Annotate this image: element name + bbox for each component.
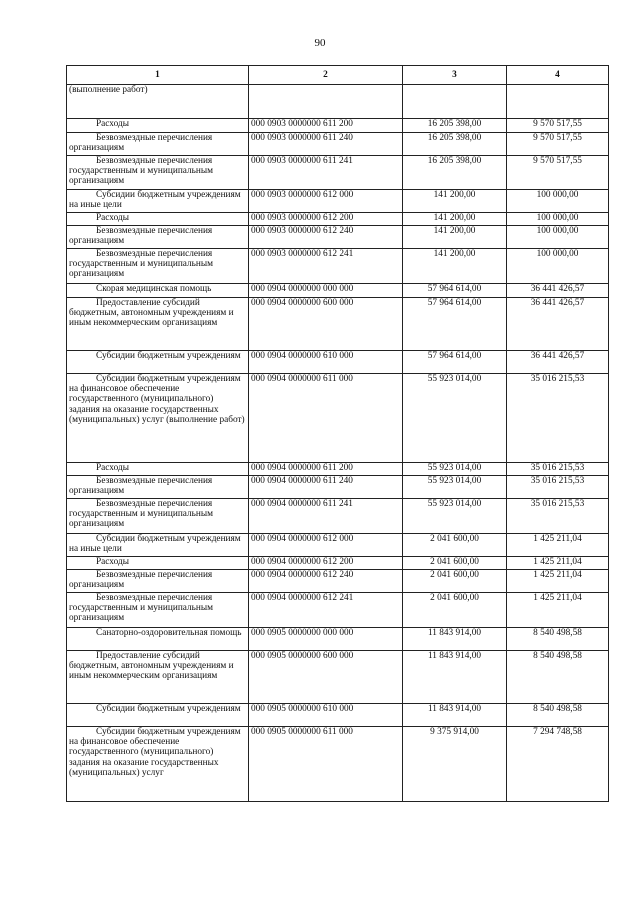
- row-code-cell: 000 0905 0000000 611 000: [249, 727, 403, 802]
- row-value-4-cell: 8 540 498,58: [507, 651, 609, 704]
- table-row: [67, 476, 609, 499]
- table-row: [67, 85, 609, 119]
- table-row: [67, 704, 609, 727]
- row-code-cell: 000 0903 0000000 612 200: [249, 213, 403, 226]
- row-code-cell: 000 0904 0000000 611 000: [249, 374, 403, 463]
- row-value-3-cell: 16 205 398,00: [403, 133, 507, 156]
- table-row: [67, 156, 609, 190]
- row-value-4-cell: 36 441 426,57: [507, 298, 609, 351]
- header-row: [67, 66, 609, 85]
- row-value-4-cell: 1 425 211,04: [507, 593, 609, 628]
- row-value-4-cell: [507, 85, 609, 119]
- header-col-4: 4: [507, 66, 609, 85]
- row-value-4-cell: 8 540 498,58: [507, 704, 609, 727]
- row-value-3-cell: 57 964 614,00: [403, 351, 507, 374]
- row-code-cell: 000 0903 0000000 612 000: [249, 190, 403, 213]
- row-code-cell: 000 0903 0000000 611 240: [249, 133, 403, 156]
- row-value-3-cell: 2 041 600,00: [403, 570, 507, 593]
- row-name-cell: Субсидии бюджетным учреждениям на иные цели: [67, 190, 249, 213]
- row-value-4-cell: 9 570 517,55: [507, 156, 609, 190]
- row-value-4-cell: 36 441 426,57: [507, 351, 609, 374]
- row-code-cell: 000 0903 0000000 611 200: [249, 119, 403, 133]
- row-value-3-cell: 141 200,00: [403, 190, 507, 213]
- row-value-4-cell: 35 016 215,53: [507, 476, 609, 499]
- row-code-cell: 000 0904 0000000 612 000: [249, 534, 403, 557]
- row-value-3-cell: 57 964 614,00: [403, 298, 507, 351]
- row-code-cell: 000 0904 0000000 612 240: [249, 570, 403, 593]
- row-name-cell: Скорая медицинская помощь: [67, 284, 249, 298]
- row-code-cell: 000 0904 0000000 600 000: [249, 298, 403, 351]
- table-row: [67, 190, 609, 213]
- table-row: [67, 570, 609, 593]
- row-value-4-cell: 1 425 211,04: [507, 534, 609, 557]
- row-value-4-cell: 35 016 215,53: [507, 463, 609, 476]
- row-code-cell: 000 0904 0000000 611 200: [249, 463, 403, 476]
- row-value-3-cell: 16 205 398,00: [403, 119, 507, 133]
- row-name-cell: Расходы: [67, 213, 249, 226]
- row-name-cell: Безвозмездные перечисления государственным и муниципальным организациям: [67, 156, 249, 190]
- table-row: [67, 226, 609, 249]
- row-value-4-cell: 36 441 426,57: [507, 284, 609, 298]
- row-value-3-cell: [403, 85, 507, 119]
- row-value-3-cell: 55 923 014,00: [403, 476, 507, 499]
- row-code-cell: 000 0904 0000000 612 241: [249, 593, 403, 628]
- row-value-4-cell: 1 425 211,04: [507, 570, 609, 593]
- row-value-3-cell: 11 843 914,00: [403, 628, 507, 651]
- table-row: [67, 727, 609, 802]
- table-row: [67, 133, 609, 156]
- budget-table: [66, 65, 609, 802]
- row-code-cell: 000 0904 0000000 611 241: [249, 499, 403, 534]
- table-row: [67, 593, 609, 628]
- table-row: [67, 374, 609, 463]
- row-name-cell: (выполнение работ): [67, 85, 249, 119]
- row-code-cell: 000 0904 0000000 610 000: [249, 351, 403, 374]
- row-name-cell: Безвозмездные перечисления государственным и муниципальным организациям: [67, 593, 249, 628]
- row-name-cell: Безвозмездные перечисления организациям: [67, 570, 249, 593]
- row-value-3-cell: 55 923 014,00: [403, 499, 507, 534]
- row-code-cell: 000 0903 0000000 612 240: [249, 226, 403, 249]
- row-value-3-cell: 11 843 914,00: [403, 651, 507, 704]
- row-code-cell: 000 0905 0000000 000 000: [249, 628, 403, 651]
- table-row: [67, 557, 609, 570]
- row-name-cell: Безвозмездные перечисления организациям: [67, 133, 249, 156]
- table-row: [67, 628, 609, 651]
- row-value-3-cell: 141 200,00: [403, 249, 507, 284]
- row-code-cell: 000 0904 0000000 000 000: [249, 284, 403, 298]
- row-value-4-cell: 100 000,00: [507, 190, 609, 213]
- row-name-cell: Расходы: [67, 557, 249, 570]
- row-value-3-cell: 57 964 614,00: [403, 284, 507, 298]
- row-name-cell: Субсидии бюджетным учреждениям: [67, 351, 249, 374]
- row-name-cell: Предоставление субсидий бюджетным, автономным учреждениям и иным некоммерческим организациям: [67, 298, 249, 351]
- row-code-cell: 000 0905 0000000 610 000: [249, 704, 403, 727]
- row-code-cell: 000 0904 0000000 612 200: [249, 557, 403, 570]
- row-value-4-cell: 1 425 211,04: [507, 557, 609, 570]
- row-value-4-cell: 9 570 517,55: [507, 119, 609, 133]
- row-value-3-cell: 9 375 914,00: [403, 727, 507, 802]
- row-code-cell: 000 0905 0000000 600 000: [249, 651, 403, 704]
- row-name-cell: Безвозмездные перечисления государственным и муниципальным организациям: [67, 499, 249, 534]
- table-row: [67, 534, 609, 557]
- row-name-cell: Расходы: [67, 463, 249, 476]
- row-name-cell: Безвозмездные перечисления организациям: [67, 476, 249, 499]
- row-value-3-cell: 2 041 600,00: [403, 534, 507, 557]
- table-row: [67, 499, 609, 534]
- row-value-3-cell: 141 200,00: [403, 226, 507, 249]
- row-code-cell: 000 0904 0000000 611 240: [249, 476, 403, 499]
- table-row: [67, 463, 609, 476]
- row-value-4-cell: 8 540 498,58: [507, 628, 609, 651]
- row-value-3-cell: 55 923 014,00: [403, 463, 507, 476]
- table-row: [67, 284, 609, 298]
- row-name-cell: Безвозмездные перечисления государственным и муниципальным организациям: [67, 249, 249, 284]
- table-row: [67, 651, 609, 704]
- table-row: [67, 249, 609, 284]
- row-name-cell: Субсидии бюджетным учреждениям на финансовое обеспечение государственного (муниципального) задания на оказание государственных (муниципальных) услуг (выполнение работ): [67, 374, 249, 463]
- table-row: [67, 213, 609, 226]
- header-col-3: 3: [403, 66, 507, 85]
- row-code-cell: [249, 85, 403, 119]
- table-row: [67, 351, 609, 374]
- row-name-cell: Расходы: [67, 119, 249, 133]
- row-name-cell: Субсидии бюджетным учреждениям: [67, 704, 249, 727]
- header-col-2: 2: [249, 66, 403, 85]
- row-value-3-cell: 55 923 014,00: [403, 374, 507, 463]
- row-value-4-cell: 100 000,00: [507, 213, 609, 226]
- row-value-4-cell: 7 294 748,58: [507, 727, 609, 802]
- row-name-cell: Субсидии бюджетным учреждениям на финансовое обеспечение государственного (муниципального) задания на оказание государственных (муниципальных) услуг: [67, 727, 249, 802]
- row-value-4-cell: 35 016 215,53: [507, 499, 609, 534]
- header-col-1: 1: [67, 66, 249, 85]
- row-value-3-cell: 16 205 398,00: [403, 156, 507, 190]
- row-value-4-cell: 35 016 215,53: [507, 374, 609, 463]
- table-header: [67, 66, 609, 85]
- row-name-cell: Предоставление субсидий бюджетным, автономным учреждениям и иным некоммерческим организациям: [67, 651, 249, 704]
- row-name-cell: Безвозмездные перечисления организациям: [67, 226, 249, 249]
- table-row: [67, 298, 609, 351]
- row-value-3-cell: 141 200,00: [403, 213, 507, 226]
- table-body: [67, 85, 609, 802]
- row-name-cell: Субсидии бюджетным учреждениям на иные цели: [67, 534, 249, 557]
- row-value-4-cell: 100 000,00: [507, 226, 609, 249]
- row-code-cell: 000 0903 0000000 612 241: [249, 249, 403, 284]
- row-value-4-cell: 9 570 517,55: [507, 133, 609, 156]
- table-row: [67, 119, 609, 133]
- page-number: 90: [314, 37, 326, 49]
- row-code-cell: 000 0903 0000000 611 241: [249, 156, 403, 190]
- row-value-3-cell: 11 843 914,00: [403, 704, 507, 727]
- row-name-cell: Санаторно-оздоровительная помощь: [67, 628, 249, 651]
- row-value-3-cell: 2 041 600,00: [403, 593, 507, 628]
- row-value-4-cell: 100 000,00: [507, 249, 609, 284]
- row-value-3-cell: 2 041 600,00: [403, 557, 507, 570]
